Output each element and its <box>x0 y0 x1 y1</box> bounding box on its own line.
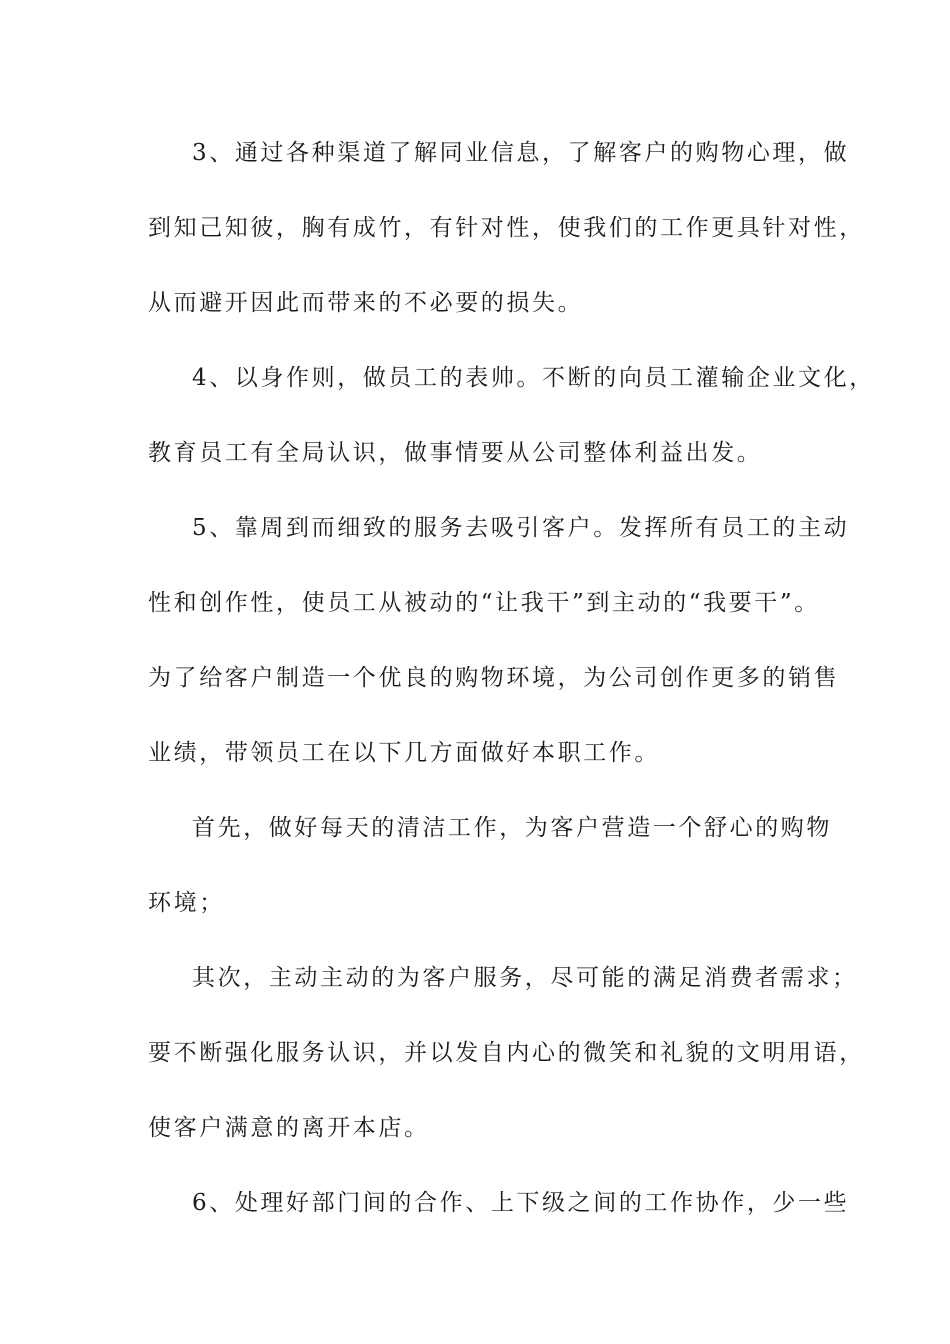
paragraph-4-line-1: 4、以身作则，做员工的表帅。不断的向员工灌输企业文化， <box>192 365 875 391</box>
paragraph-3-line-3: 从而避开因此而带来的不必要的损失。 <box>148 290 584 316</box>
paragraph-3-line-1: 3、通过各种渠道了解同业信息，了解客户的购物心理，做 <box>192 140 850 166</box>
paragraph-5-line-4: 业绩，带领员工在以下几方面做好本职工作。 <box>148 740 660 766</box>
paragraph-5-line-1: 5、靠周到而细致的服务去吸引客户。发挥所有员工的主动 <box>192 515 850 541</box>
paragraph-5-line-2: 性和创作性，使员工从被动的“让我干”到主动的“我要干”。 <box>148 590 820 616</box>
paragraph-first-line-1: 首先，做好每天的清洁工作，为客户营造一个舒心的购物 <box>192 815 832 841</box>
paragraph-4-line-2: 教育员工有全局认识，做事情要从公司整体利益出发。 <box>148 440 763 466</box>
paragraph-second-line-3: 使客户满意的离开本店。 <box>148 1115 430 1141</box>
paragraph-second-line-1: 其次，主动主动的为客户服务，尽可能的满足消费者需求； <box>192 965 858 991</box>
paragraph-first-line-2: 环境； <box>148 890 225 916</box>
paragraph-5-line-3: 为了给客户制造一个优良的购物环境，为公司创作更多的销售 <box>148 665 840 691</box>
paragraph-second-line-2: 要不断强化服务认识，并以发自内心的微笑和礼貌的文明用语， <box>148 1040 865 1066</box>
paragraph-3-line-2: 到知己知彼，胸有成竹，有针对性，使我们的工作更具针对性， <box>148 215 865 241</box>
paragraph-6-line-1: 6、处理好部门间的合作、上下级之间的工作协作，少一些 <box>192 1190 850 1216</box>
